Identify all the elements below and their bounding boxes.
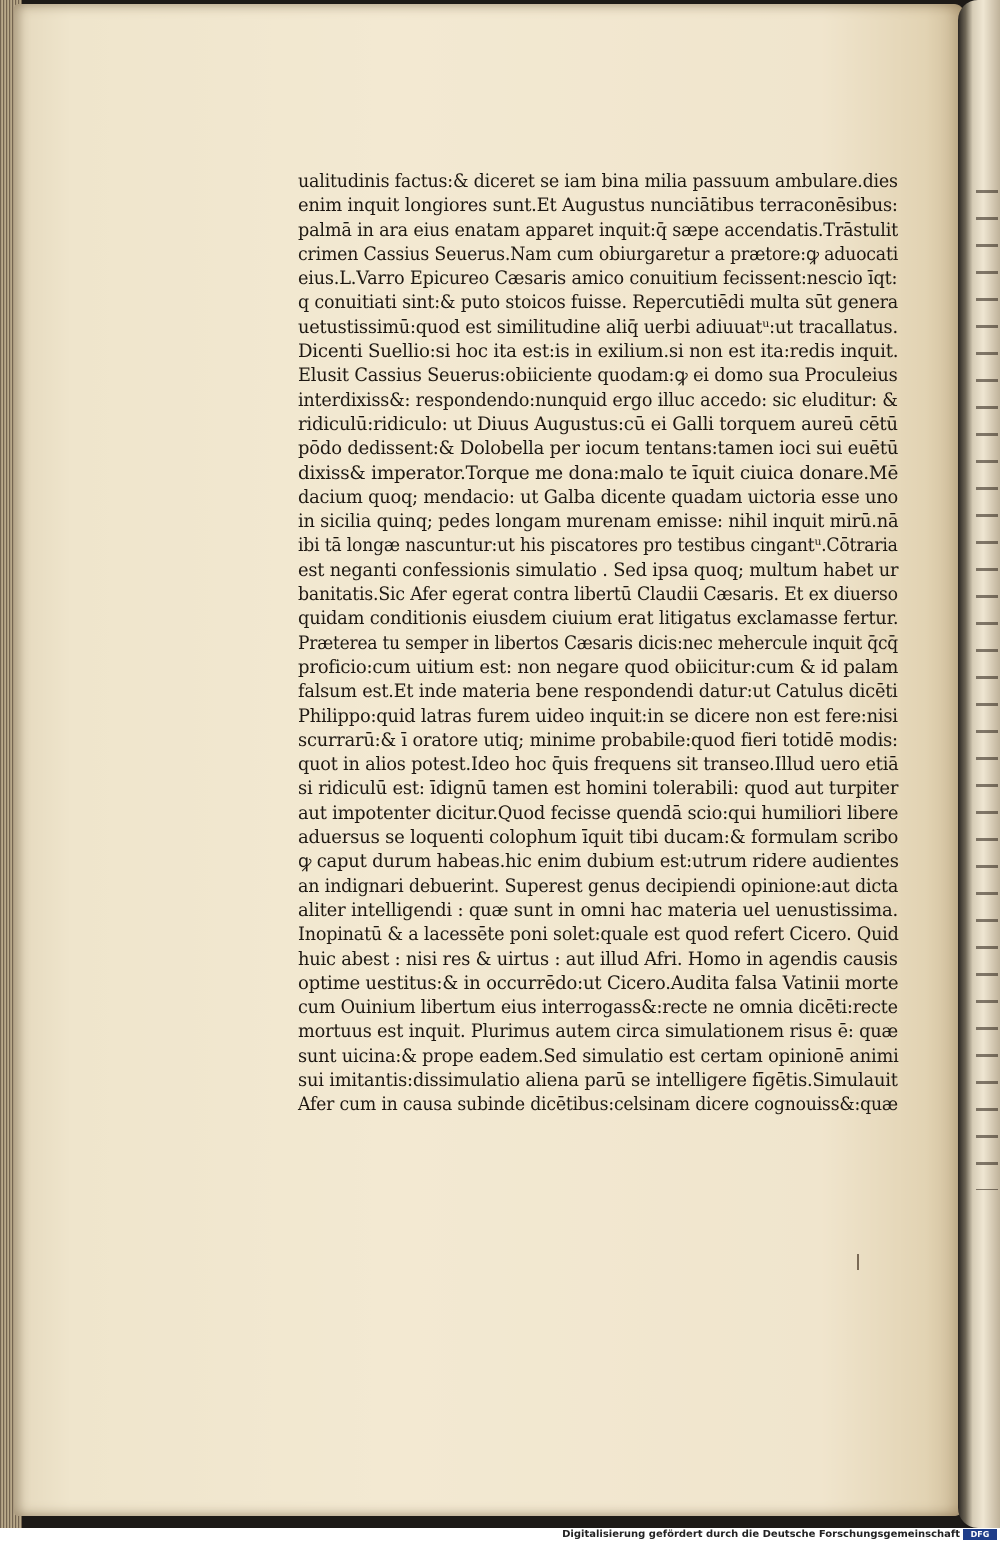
text-line: eius.L.Varro Epicureo Cæsaris amico conuitium fecissent:nescio īqt: bbox=[298, 268, 898, 290]
text-line: scurrarū:& ī oratore utiq; minime probabile:quod fieri totidē modis: bbox=[298, 729, 898, 751]
text-line: aut impotenter dicitur.Quod fecisse quendā scio:qui humiliori libere bbox=[298, 802, 899, 824]
text-line: crimen Cassius Seuerus.Nam cum obiurgaretur a prætore:ꝙ aduocati bbox=[298, 243, 899, 265]
text-line: ridiculū:ridiculo: ut Diuus Augustus:cū ei Galli torquem aureū cētū bbox=[298, 413, 898, 435]
text-line: interdixiss&: respondendo:nunquid ergo illuc accedo: sic eluditur: & bbox=[298, 389, 898, 411]
text-line: cum Ouinium libertum eius interrogass&:recte ne omnia dicēti:recte bbox=[298, 997, 898, 1019]
text-line: aduersus se loquenti colophum īquit tibi ducam:& formulam scribo bbox=[298, 827, 899, 849]
text-line: ibi tā longæ nascuntur:ut his piscatores pro testibus cingantᵘ.Cōtraria bbox=[298, 535, 898, 557]
text-line: sui imitantis:dissimulatio aliena parū se intelligere fīgētis.Simulauit bbox=[298, 1069, 898, 1091]
text-line: pōdo dedissent:& Dolobella per iocum tentans:tamen ioci sui euētū bbox=[298, 438, 899, 460]
text-line: an indignari debuerint. Superest genus decipiendi opinione:aut dicta bbox=[298, 875, 899, 897]
text-line: proficio:cum uitium est: non negare quod obiicitur:cum & id palam bbox=[298, 656, 899, 678]
text-line: dacium quoq; mendacio: ut Galba dicente quadam uictoria esse uno bbox=[298, 486, 899, 508]
funding-credit: Digitalisierung gefördert durch die Deutsche Forschungsgemeinschaft bbox=[562, 1529, 960, 1540]
text-line: dixiss& imperator.Torque me dona:malo te īquit ciuica donare.Mē bbox=[298, 462, 899, 484]
text-line: quidam conditionis eiusdem ciuium erat litigatus exclamasse fertur. bbox=[298, 608, 899, 630]
text-line: mortuus est inquit. Plurimus autem circa simulationem risus ē: quæ bbox=[298, 1021, 898, 1043]
text-line: aliter intelligendi : quæ sunt in omni hac materia uel uenustissima. bbox=[298, 899, 898, 921]
digitization-footer bbox=[0, 1528, 1000, 1541]
page-text-block bbox=[298, 170, 898, 1118]
text-line: optime uestitus:& in occurrēdo:ut Cicero.Audita falsa Vatinii morte bbox=[298, 972, 899, 994]
dfg-logo: DFG bbox=[963, 1529, 997, 1540]
text-line: si ridiculū est: īdignū tamen est homini tolerabili: quod aut turpiter bbox=[298, 778, 899, 800]
text-line: in sicilia quinq; pedes longam murenam emisse: nihil inquit mirū.nā bbox=[298, 511, 899, 533]
text-line: Præterea tu semper in libertos Cæsaris dicis:nec mehercule inquit q̄cq̄ bbox=[298, 632, 899, 654]
text-line: palmā in ara eius enatam apparet inquit:q̄ sæpe accendatis.Trāstulit bbox=[298, 219, 899, 241]
text-line: est neganti confessionis simulatio . Sed ipsa quoq; multum habet ur bbox=[298, 559, 899, 581]
text-line: banitatis.Sic Afer egerat contra libertū Claudii Cæsaris. Et ex diuerso bbox=[298, 584, 898, 606]
text-line: quot in alios potest.Ideo hoc q̄uis frequens sit transeo.Illud uero etiā bbox=[298, 754, 899, 776]
text-line: Inopinatū & a lacessēte poni solet:quale est quod refert Cicero. Quid bbox=[298, 924, 899, 946]
page-mark bbox=[857, 1254, 859, 1270]
text-line: huic abest : nisi res & uirtus : aut illud Afri. Homo in agendis causis bbox=[298, 948, 898, 970]
facing-page-edge bbox=[958, 0, 1000, 1528]
text-line: Dicenti Suellio:si hoc ita est:is in exilium.si non est ita:redis inquit. bbox=[298, 341, 899, 363]
text-line: uetustissimū:quod est similitudine aliq̄ uerbi adiuuatᵘ:ut tracallatus. bbox=[298, 316, 898, 338]
text-line: sunt uicina:& prope eadem.Sed simulatio est certam opinionē animi bbox=[298, 1045, 899, 1067]
facing-page-text-ghost bbox=[976, 190, 998, 1190]
text-line: Elusit Cassius Seuerus:obiiciente quodam:ꝙ ei domo sua Proculeius bbox=[298, 365, 898, 387]
text-line: Philippo:quid latras furem uideo inquit:in se dicere non est fere:nisi bbox=[298, 705, 898, 727]
text-line: falsum est.Et inde materia bene respondendi datur:ut Catulus dicēti bbox=[298, 681, 898, 703]
text-line: Afer cum in causa subinde dicētibus:celsinam dicere cognouiss&:quæ bbox=[298, 1094, 898, 1116]
text-line: q conuitiati sint:& puto stoicos fuisse. Repercutiēdi multa sūt genera bbox=[298, 292, 899, 314]
text-line: ꝙ caput durum habeas.hic enim dubium est:utrum ridere audientes bbox=[298, 851, 899, 873]
text-line: ualitudinis factus:& diceret se iam bina milia passuum ambulare.dies bbox=[298, 171, 898, 192]
text-line: enim inquit longiores sunt.Et Augustus nunciātibus terraconēsibus: bbox=[298, 195, 898, 217]
